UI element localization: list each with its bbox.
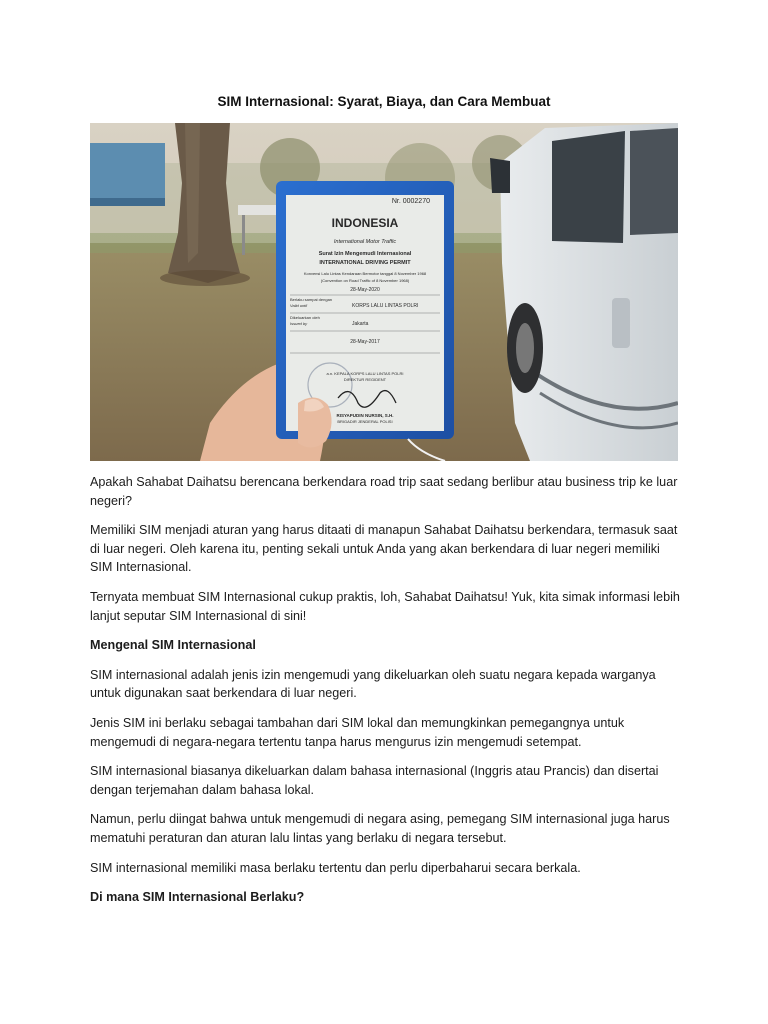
- intro-paragraph-3: Ternyata membuat SIM Internasional cukup praktis, loh, Sahabat Daihatsu! Yuk, kita simak informasi lebih lanjut seputar SIM Internasional di sini!: [90, 589, 680, 623]
- article-body: [90, 473, 680, 918]
- permit-label-issued-at: Dikeluarkan oleh: [290, 315, 320, 320]
- section-heading-dimana: Di mana SIM Internasional Berlaku?: [90, 890, 305, 905]
- permit-signer-rank: BRIGADIR JENDERAL POLISI: [337, 419, 393, 424]
- section1-paragraph-2: Jenis SIM ini berlaku sebagai tambahan dari SIM lokal dan memungkinkan pemegangnya untuk mengemudi di negara-negara tertentu tanpa harus mengurus izin mengemudi setempat.: [90, 715, 625, 749]
- permit-label-issued-at-en: Issued by: [290, 321, 308, 326]
- intro-paragraph-1: Apakah Sahabat Daihatsu berencana berkendara road trip saat sedang berlibur atau business trip ke luar negeri?: [90, 475, 678, 508]
- article-title: SIM Internasional: Syarat, Biaya, dan Cara Membuat: [217, 94, 551, 109]
- intro-paragraph-2: Memiliki SIM menjadi aturan yang harus ditaati di manapun Sahabat Daihatsu berkendara, termasuk saat di luar negeri. Oleh karena itu, penting sekali untuk Anda yang akan berkendara di luar negeri memiliki SIM Internasional.: [90, 523, 678, 575]
- permit-label-valid-en: Valid until: [290, 303, 308, 308]
- permit-line5: (Convention on Road Traffic of 8 November 1968): [320, 278, 410, 283]
- permit-line3: INTERNATIONAL DRIVING PERMIT: [319, 260, 411, 266]
- permit-country: INDONESIA: [331, 216, 399, 230]
- permit-line2: Surat Izin Mengemudi Internasional: [318, 251, 412, 257]
- permit-date-issued: 28-May-2017: [350, 339, 380, 345]
- permit-line4: Konvensi Lalu Lintas Kendaraan Bermotor tanggal 8 November 1968: [303, 271, 427, 276]
- section1-paragraph-5: SIM internasional memiliki masa berlaku tertentu dan perlu diperbaharui secara berkala.: [90, 860, 581, 875]
- permit-signer-name: RISYAPUDIN NURSIN, S.H.: [336, 413, 394, 418]
- article-photo: [90, 123, 678, 461]
- permit-label-valid: Berlaku sampai dengan: [290, 297, 333, 302]
- permit-issued-by: KORPS LALU LINTAS POLRI: [352, 303, 419, 309]
- section-heading-mengenal: Mengenal SIM Internasional: [90, 638, 256, 653]
- permit-line1: International Motor Traffic: [333, 239, 397, 245]
- permit-signature-line1: a.n. KEPALA KORPS LALU LINTAS POLRI: [326, 371, 404, 376]
- section1-paragraph-4: Namun, perlu diingat bahwa untuk mengemudi di negara asing, pemegang SIM internasional juga harus mematuhi peraturan dan aturan lalu lintas yang berlaku di negara tersebut.: [90, 812, 670, 845]
- section1-paragraph-3: SIM internasional biasanya dikeluarkan dalam bahasa internasional (Inggris atau Prancis) dan disertai dengan terjemahan dalam bahasa lokal.: [90, 764, 659, 797]
- photo-illustration: [90, 123, 678, 461]
- permit-number: Nr. 0002270: [391, 198, 430, 205]
- section1-paragraph-1: SIM internasional adalah jenis izin mengemudi yang dikeluarkan oleh suatu negara kepada warganya untuk digunakan saat berkendara di luar negeri.: [90, 667, 656, 701]
- permit-signature-line2: DIREKTUR REGIDENT: [343, 377, 387, 382]
- permit-issued-at: Jakarta: [352, 321, 369, 327]
- permit-date-valid: 28-May-2020: [350, 287, 380, 293]
